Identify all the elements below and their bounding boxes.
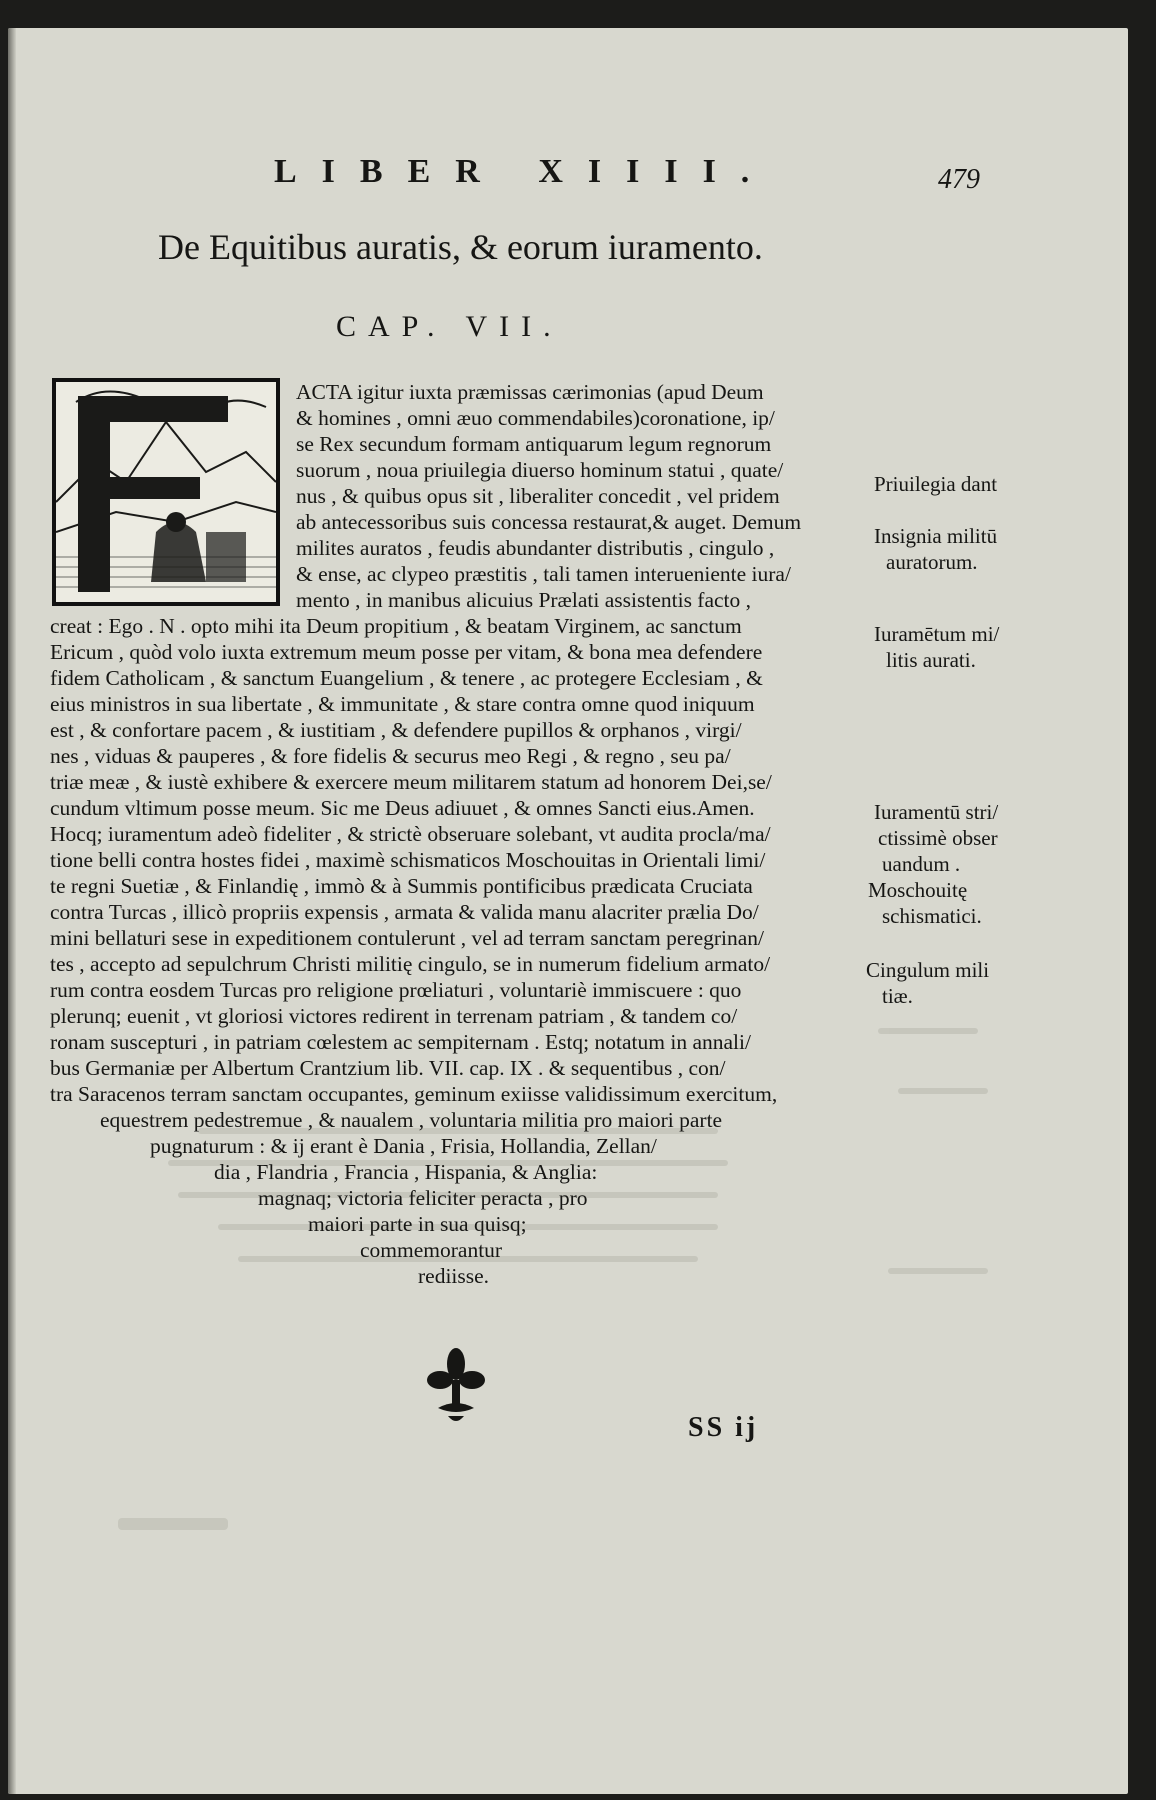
text-line: magnaq; victoria feliciter peracta , pro — [258, 1186, 588, 1210]
folio-number: 479 — [938, 164, 980, 195]
text-line: Ericum , quòd volo iuxta extremum meum posse per vitam, & bona mea defendere — [50, 640, 763, 664]
text-line: suorum , noua priuilegia diuerso hominum statui , quate/ — [296, 458, 784, 482]
margin-note: ctissimè obser — [878, 826, 998, 850]
text-line: commemorantur — [360, 1238, 503, 1262]
text-line: creat : Ego . N . opto mihi ita Deum propitium , & beatam Virginem, ac sanctum — [50, 614, 742, 638]
text-line: rum contra eosdem Turcas pro religione prœliaturi , voluntariè immiscuere : quo — [50, 978, 742, 1002]
text-line: fidem Catholicam , & sanctum Euangelium , & tenere , ac protegere Ecclesiam , & — [50, 666, 763, 690]
text-line: & ense, ac clypeo præstitis , tali tamen interueniente iura/ — [296, 562, 791, 586]
text-line: ACTA igitur iuxta præmissas cærimonias (apud Deum — [296, 380, 764, 404]
fleuron-icon — [426, 1346, 486, 1426]
text-line: rediisse. — [418, 1264, 490, 1288]
woodcut-initial-F-icon — [52, 378, 280, 606]
signature-mark: SS ij — [688, 1412, 759, 1443]
chapter-title: De Equitibus auratis, & eorum iuramento. — [158, 227, 763, 267]
margin-note: uandum . — [882, 852, 961, 876]
running-head: LIBER XIIII. — [274, 153, 775, 190]
text-line: se Rex secundum formam antiquarum legum regnorum — [296, 432, 772, 456]
text-line: pugnaturum : & ij erant è Dania , Frisia, Hollandia, Zellan/ — [150, 1134, 657, 1158]
margin-note: Moschouitę — [868, 878, 968, 902]
margin-note: Insignia militū — [874, 524, 998, 548]
book-page — [8, 28, 1128, 1794]
text-line: nus , & quibus opus sit , liberaliter concedit , vel pridem — [296, 484, 780, 508]
margin-note: Iuramentū stri/ — [874, 800, 999, 824]
text-line: & homines , omni æuo commendabiles)coronatione, ip/ — [296, 406, 775, 430]
text-line: eius ministros in sua libertate , & immunitate , & stare contra omne quod iniquum — [50, 692, 755, 716]
text-line: cundum vltimum posse meum. Sic me Deus adiuuet , & omnes Sancti eius.Amen. — [50, 796, 755, 820]
text-line: dia , Flandria , Francia , Hispania, & Anglia: — [214, 1160, 598, 1184]
chapter-number: CAP. VII. — [336, 310, 563, 343]
text-line: mento , in manibus alicuius Prælati assistentis facto , — [296, 588, 752, 612]
text-line: bus Germaniæ per Albertum Crantzium lib. VII. cap. IX . & sequentibus , con/ — [50, 1056, 726, 1080]
margin-note: Priuilegia dant — [874, 472, 998, 496]
text-line: te regni Suetiæ , & Finlandię , immò & à Summis pontificibus prædicata Cruciata — [50, 874, 753, 898]
text-line: tra Saracenos terram sanctam occupantes, geminum exiisse validissimum exercitum, — [50, 1082, 778, 1106]
text-line: tione belli contra hostes fidei , maximè schismaticos Moschouitas in Orientali limi/ — [50, 848, 766, 872]
text-line: triæ meæ , & iustè exhibere & exercere meum militarem statum ad honorem Dei,se/ — [50, 770, 772, 794]
text-line: equestrem pedestremue , & naualem , voluntaria militia pro maiori parte — [100, 1108, 723, 1132]
text-line: milites auratos , feudis abundanter distributis , cingulo , — [296, 536, 775, 560]
margin-note: auratorum. — [886, 550, 978, 574]
margin-note: Iuramētum mi/ — [874, 622, 1000, 646]
margin-note: Cingulum mili — [866, 958, 990, 982]
text-line: tes , accepto ad sepulchrum Christi militię cingulo, se in numerum fidelium armato/ — [50, 952, 771, 976]
text-line: contra Turcas , illicò propriis expensis , armata & valida manu alacriter prælia Do/ — [50, 900, 759, 924]
text-line: plerunq; euenit , vt gloriosi victores redirent in terrenam patriam , & tandem co/ — [50, 1004, 738, 1028]
text-line: maiori parte in sua quisq; — [308, 1212, 527, 1236]
text-line: ab antecessoribus suis concessa restaurat,& auget. Demum — [296, 510, 802, 534]
margin-note: litis aurati. — [886, 648, 976, 672]
text-line: est , & confortare pacem , & iustitiam , & defendere pupillos & orphanos , virgi/ — [50, 718, 742, 742]
margin-note: schismatici. — [882, 904, 982, 928]
text-line: nes , viduas & pauperes , & fore fidelis & securus meo Regi , & regno , seu pa/ — [50, 744, 731, 768]
margin-note: tiæ. — [882, 984, 913, 1008]
text-line: mini bellaturi sese in expeditionem contulerunt , vel ad terram sanctam peregrinan/ — [50, 926, 765, 950]
text-line: Hocq; iuramentum adeò fideliter , & strictè obseruare solebant, vt audita procla/ma/ — [50, 822, 771, 846]
text-line: ronam suscepturi , in patriam cœlestem ac sempiternam . Estq; notatum in annali/ — [50, 1030, 751, 1054]
